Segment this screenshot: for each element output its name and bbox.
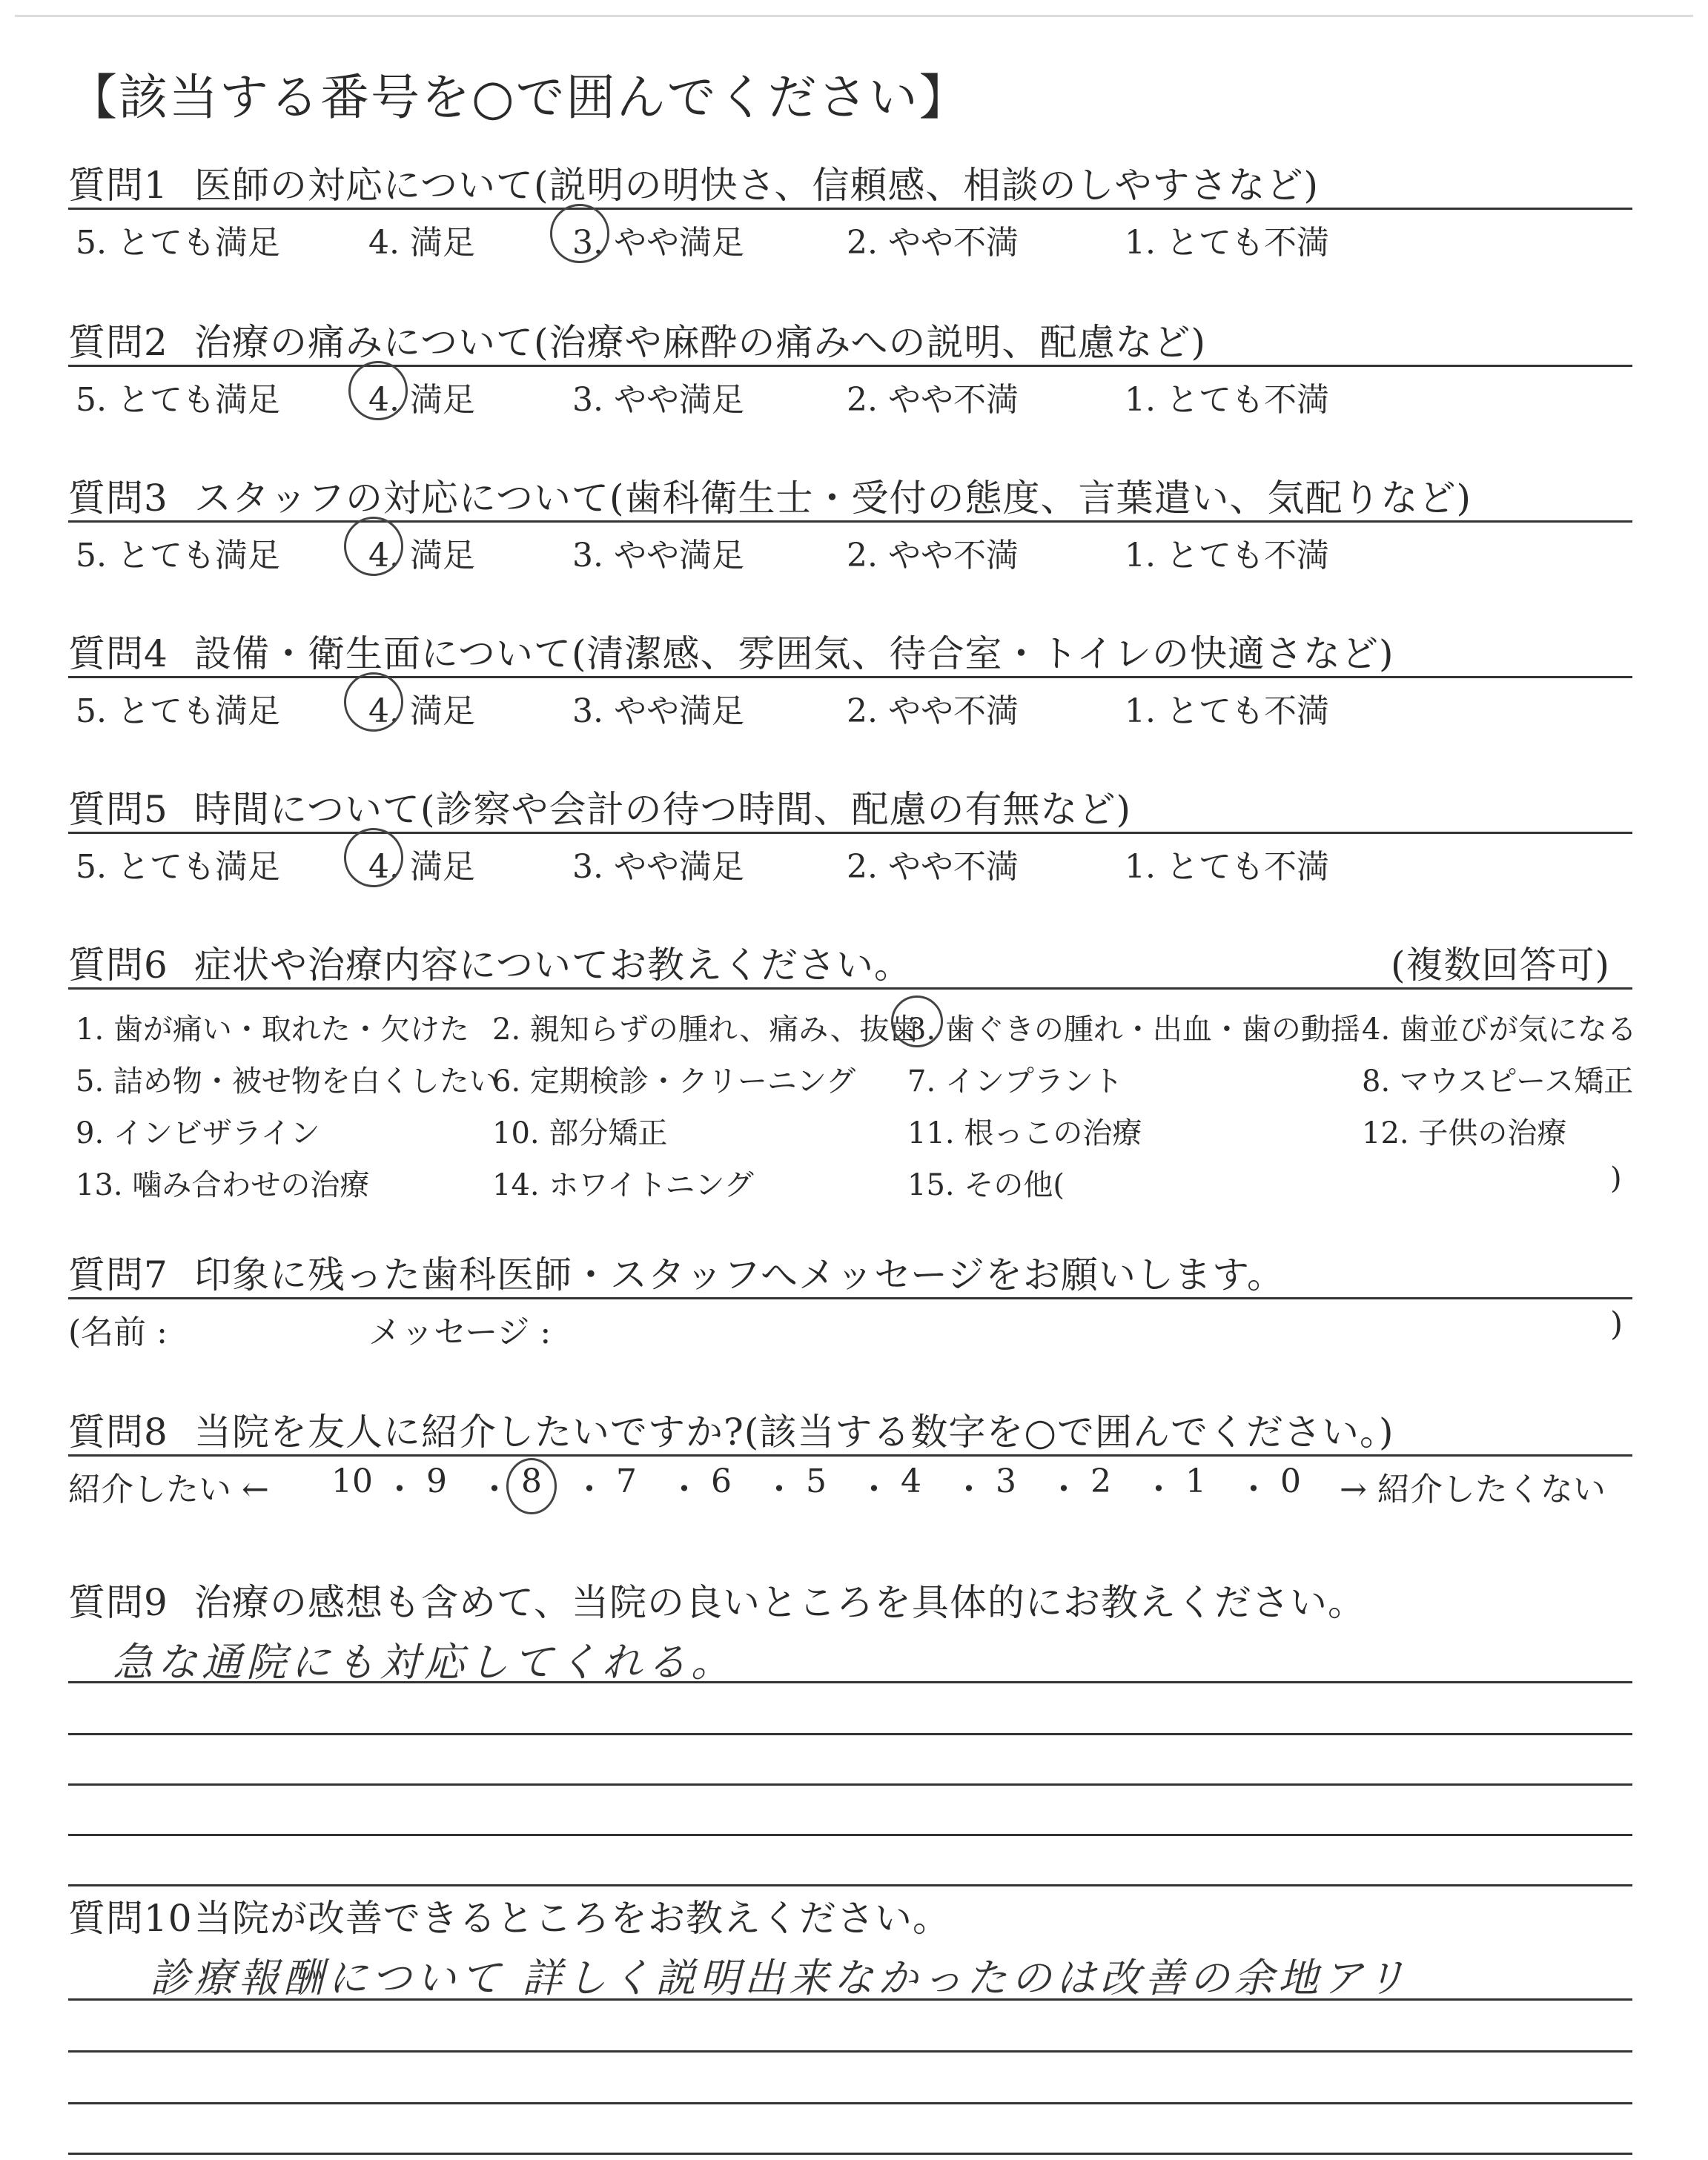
question-10 <box>68 1889 1632 2160</box>
q8-scale-separator: ・ <box>668 1471 701 1508</box>
q3-title: スタッフの対応について(歯科衛生士・受付の態度、言葉遣い、気配りなど) <box>194 477 1472 520</box>
question-4 <box>68 624 1632 730</box>
q6-item-2[interactable]: 2. 親知らずの腫れ、痛み、抜歯 <box>492 1013 919 1047</box>
q6-item-6[interactable]: 6. 定期検診・クリーニング <box>492 1064 856 1099</box>
q6-item-15-close: ) <box>1610 1162 1622 1196</box>
q6-item-4[interactable]: 4. 歯並びが気になる <box>1362 1013 1637 1047</box>
q4-number: 質問4 <box>68 632 168 675</box>
q8-selection-circle <box>506 1458 557 1514</box>
q5-option-4[interactable]: 4. 満足 <box>368 848 475 886</box>
q8-scale-value-1[interactable]: 1 <box>1185 1462 1206 1500</box>
q9-line <box>68 1834 1632 1836</box>
q8-scale-value-8[interactable]: 8 <box>521 1462 542 1500</box>
q5-selection-circle <box>344 828 403 887</box>
q9-line <box>68 1783 1632 1786</box>
q8-scale-separator: ・ <box>763 1471 795 1508</box>
question-2 <box>68 313 1632 419</box>
q1-option-3[interactable]: 3. やや満足 <box>572 224 744 262</box>
q6-item-10[interactable]: 10. 部分矯正 <box>492 1116 668 1150</box>
q6-item-3[interactable]: 3. 歯ぐきの腫れ・出血・歯の動揺 <box>907 1013 1360 1047</box>
q6-item-13[interactable]: 13. 噛み合わせの治療 <box>76 1168 370 1202</box>
q4-option-1[interactable]: 1. とても不満 <box>1125 692 1329 730</box>
q5-number: 質問5 <box>68 788 168 831</box>
q1-title: 医師の対応について(説明の明快さ、信頼感、相談のしやすさなど) <box>194 164 1320 207</box>
q6-item-12[interactable]: 12. 子供の治療 <box>1362 1116 1567 1150</box>
q8-scale-separator: ・ <box>953 1471 985 1508</box>
q2-options <box>68 367 1632 419</box>
q9-answer-lines <box>68 1622 1632 1904</box>
q7-name-label: (名前 : <box>68 1313 168 1351</box>
q4-selection-circle <box>344 672 403 732</box>
q3-options <box>68 523 1632 574</box>
q8-scale-separator: ・ <box>383 1471 416 1508</box>
q8-scale-separator: ・ <box>1237 1471 1270 1508</box>
question-8 <box>68 1402 1632 1516</box>
q9-handwritten-answer[interactable]: 急な通院にも対応してくれる。 <box>113 1639 735 1686</box>
q6-note: (複数回答可) <box>1390 944 1610 987</box>
q10-line <box>68 2102 1632 2104</box>
q9-line <box>68 1733 1632 1735</box>
q10-title: 当院が改善できるところをお教えください。 <box>194 1897 950 1940</box>
q10-number: 質問10 <box>68 1897 193 1940</box>
q6-options <box>68 990 1637 1205</box>
q7-number: 質問7 <box>68 1253 168 1296</box>
q5-option-3[interactable]: 3. やや満足 <box>572 848 744 886</box>
q8-scale <box>68 1457 1632 1516</box>
q1-option-1[interactable]: 1. とても不満 <box>1125 224 1329 262</box>
q4-options <box>68 678 1632 730</box>
q8-right-label: → 紹介したくない <box>1340 1471 1606 1508</box>
q2-option-4[interactable]: 4. 満足 <box>368 381 475 419</box>
q2-option-3[interactable]: 3. やや満足 <box>572 381 744 419</box>
q1-number: 質問1 <box>68 164 168 207</box>
q3-option-2[interactable]: 2. やや不満 <box>847 537 1019 574</box>
q2-selection-circle <box>348 361 408 420</box>
q10-line <box>68 2050 1632 2053</box>
q8-scale-value-2[interactable]: 2 <box>1090 1462 1111 1500</box>
q10-answer-lines <box>68 1938 1632 2160</box>
q9-line <box>68 1884 1632 1886</box>
q1-option-5[interactable]: 5. とても満足 <box>76 224 280 262</box>
q6-item-5[interactable]: 5. 詰め物・被せ物を白くしたい <box>76 1064 499 1099</box>
q3-option-1[interactable]: 1. とても不満 <box>1125 537 1329 574</box>
question-6 <box>68 935 1637 1205</box>
q6-item-8[interactable]: 8. マウスピース矯正 <box>1362 1064 1634 1099</box>
q8-scale-separator: ・ <box>1142 1471 1175 1508</box>
q2-option-5[interactable]: 5. とても満足 <box>76 381 280 419</box>
q2-option-2[interactable]: 2. やや不満 <box>847 381 1019 419</box>
q8-scale-value-10[interactable]: 10 <box>331 1462 373 1500</box>
q6-item-1[interactable]: 1. 歯が痛い・取れた・欠けた <box>76 1013 469 1047</box>
q6-item-15[interactable]: 15. その他( <box>907 1168 1065 1202</box>
q1-option-2[interactable]: 2. やや不満 <box>847 224 1019 262</box>
q4-title: 設備・衛生面について(清潔感、雰囲気、待合室・トイレの快適さなど) <box>194 632 1394 675</box>
q6-item-14[interactable]: 14. ホワイトニング <box>492 1168 754 1202</box>
q8-title: 当院を友人に紹介したいですか?(該当する数字を○で囲んでください。) <box>194 1411 1394 1454</box>
question-9 <box>68 1573 1632 1904</box>
q8-left-label: 紹介したい ← <box>68 1471 269 1508</box>
q5-option-5[interactable]: 5. とても満足 <box>76 848 280 886</box>
q7-message-row <box>68 1299 1632 1351</box>
q2-number: 質問2 <box>68 321 168 364</box>
q9-title: 治療の感想も含めて、当院の良いところを具体的にお教えください。 <box>194 1581 1366 1624</box>
q1-options <box>68 210 1632 262</box>
q3-option-4[interactable]: 4. 満足 <box>368 537 475 574</box>
q6-title: 症状や治療内容についてお教えください。 <box>194 944 912 987</box>
q8-scale-value-0[interactable]: 0 <box>1280 1462 1301 1500</box>
q7-title: 印象に残った歯科医師・スタッフへメッセージをお願いします。 <box>194 1253 1285 1296</box>
q4-option-4[interactable]: 4. 満足 <box>368 692 475 730</box>
q8-scale-value-9[interactable]: 9 <box>426 1462 447 1500</box>
q8-scale-separator: ・ <box>858 1471 890 1508</box>
q4-option-2[interactable]: 2. やや不満 <box>847 692 1019 730</box>
q4-option-3[interactable]: 3. やや満足 <box>572 692 744 730</box>
q8-scale-separator: ・ <box>573 1471 606 1508</box>
q5-title: 時間について(診察や会計の待つ時間、配慮の有無など) <box>194 788 1132 831</box>
q2-option-1[interactable]: 1. とても不満 <box>1125 381 1329 419</box>
q6-item-7[interactable]: 7. インプラント <box>907 1064 1123 1099</box>
instruction-header: 【該当する番号を○で囲んでください】 <box>68 69 970 126</box>
q5-option-2[interactable]: 2. やや不満 <box>847 848 1019 886</box>
question-1 <box>68 156 1632 262</box>
q3-selection-circle <box>344 517 403 576</box>
question-5 <box>68 780 1632 886</box>
q8-scale-separator: ・ <box>1047 1471 1080 1508</box>
q6-number: 質問6 <box>68 944 168 987</box>
q8-scale-value-4[interactable]: 4 <box>901 1462 921 1500</box>
q3-number: 質問3 <box>68 477 168 520</box>
q3-option-5[interactable]: 5. とても満足 <box>76 537 280 574</box>
q1-selection-circle <box>550 204 609 263</box>
q8-scale-value-7[interactable]: 7 <box>616 1462 637 1500</box>
q10-handwritten-answer[interactable]: 診療報酬について 詳しく説明出来なかったのは改善の余地アリ <box>150 1955 1410 2001</box>
q7-message-label: メッセージ : <box>368 1313 552 1351</box>
q5-option-1[interactable]: 1. とても不満 <box>1125 848 1329 886</box>
q7-close: ) <box>1610 1305 1623 1343</box>
q2-title: 治療の痛みについて(治療や麻酔の痛みへの説明、配慮など) <box>194 321 1207 364</box>
q6-item-9[interactable]: 9. インビザライン <box>76 1116 320 1150</box>
question-7 <box>68 1245 1632 1351</box>
question-3 <box>68 468 1632 574</box>
q4-option-5[interactable]: 5. とても満足 <box>76 692 280 730</box>
q8-scale-separator: ・ <box>478 1471 511 1508</box>
q8-scale-value-6[interactable]: 6 <box>711 1462 732 1500</box>
top-border <box>15 15 1693 17</box>
q9-number: 質問9 <box>68 1581 168 1624</box>
q5-options <box>68 834 1632 886</box>
q6-selection-circle <box>891 995 943 1047</box>
q8-scale-value-3[interactable]: 3 <box>996 1462 1016 1500</box>
q3-option-3[interactable]: 3. やや満足 <box>572 537 744 574</box>
q8-number: 質問8 <box>68 1411 168 1454</box>
q10-line <box>68 2153 1632 2155</box>
q6-item-11[interactable]: 11. 根っこの治療 <box>907 1116 1142 1150</box>
q1-option-4[interactable]: 4. 満足 <box>368 224 475 262</box>
q8-scale-value-5[interactable]: 5 <box>806 1462 827 1500</box>
